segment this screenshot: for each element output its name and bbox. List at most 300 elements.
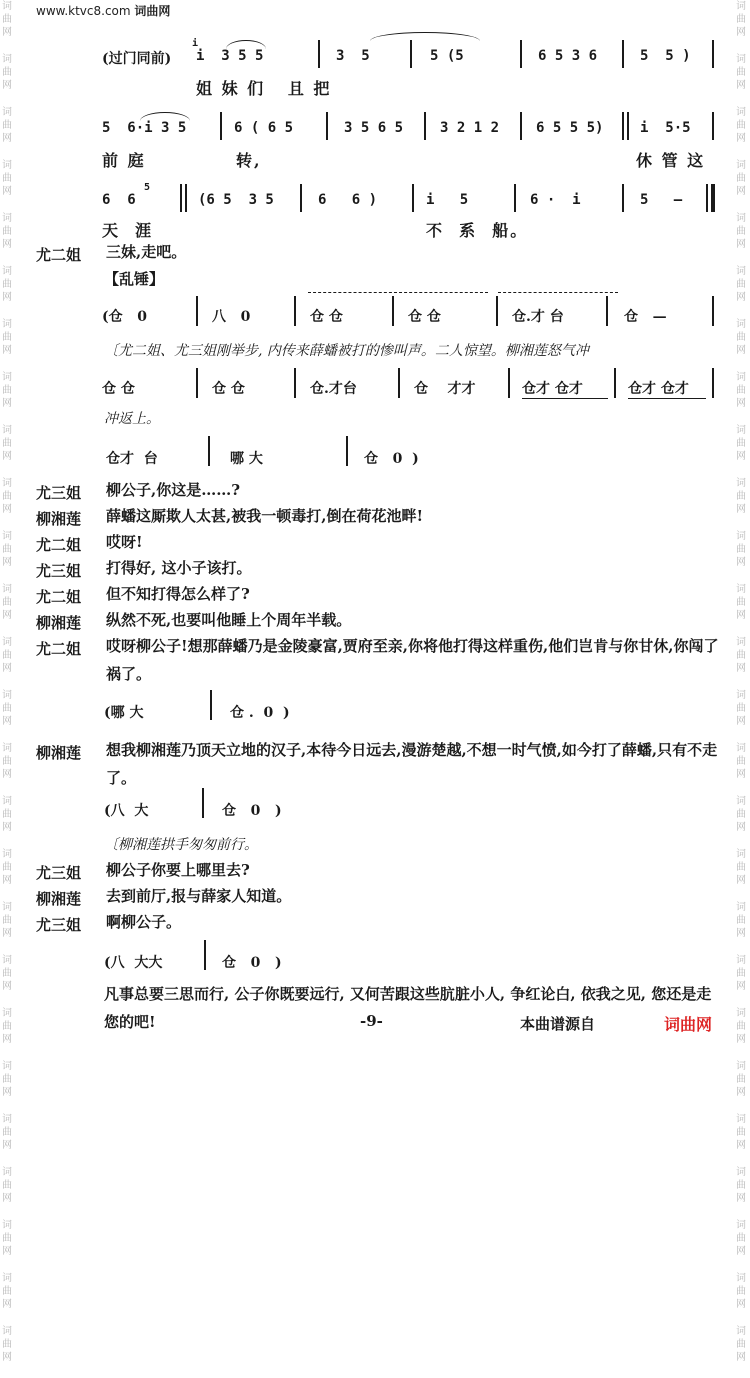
watermark-gap (736, 1152, 748, 1166)
watermark-char: 网 (736, 1034, 746, 1045)
watermark-char: 词 (2, 107, 12, 118)
barline (196, 368, 198, 398)
slur (140, 112, 190, 121)
watermark-char: 词 (736, 1167, 746, 1178)
perc2-measure-1: 仓 仓 (102, 381, 135, 397)
watermark-char: 网 (2, 345, 12, 356)
watermark-char: 词 (2, 160, 12, 171)
barline (622, 184, 624, 212)
watermark-gap (736, 357, 748, 371)
score2-measure-5: 6 5 5 5) (536, 120, 604, 136)
score2-measure-6: i 5·5 (640, 120, 691, 136)
score2-measure-1: 5 6·i 3 5 (102, 120, 187, 136)
perc5-measure-2: 仓 0 ) (222, 803, 282, 819)
speech: 但不知打得怎么样了? (106, 585, 250, 603)
site-url: www.ktvc8.com (36, 4, 131, 18)
perc6-measure-2: 仓 0 ) (222, 955, 282, 971)
barline (220, 112, 222, 140)
watermark-char: 词 (736, 266, 746, 277)
watermark-char: 词 (2, 902, 12, 913)
watermark-char: 曲 (2, 968, 12, 979)
watermark-char: 曲 (736, 67, 746, 78)
watermark-left (2, 0, 14, 1378)
watermark-char: 曲 (736, 1233, 746, 1244)
barline (424, 112, 426, 140)
watermark-gap (2, 993, 14, 1007)
watermark-char: 词 (736, 1326, 746, 1337)
watermark-gap (2, 39, 14, 53)
watermark-char: 词 (2, 319, 12, 330)
speaker: 尤三姐 (36, 562, 82, 580)
watermark-char: 词 (2, 637, 12, 648)
watermark-char: 曲 (2, 703, 12, 714)
watermark-char: 网 (736, 875, 746, 886)
watermark-char: 词 (736, 690, 746, 701)
watermark-gap (2, 940, 14, 954)
perc3-measure-1: 仓才 台 (106, 451, 158, 467)
speaker: 柳湘莲 (36, 890, 82, 908)
watermark-char: 词 (736, 319, 746, 330)
watermark-char: 网 (2, 239, 12, 250)
watermark-char: 网 (736, 133, 746, 144)
watermark-char: 词 (736, 849, 746, 860)
barline (318, 40, 320, 68)
barline (514, 184, 516, 212)
watermark-char: 词 (2, 1167, 12, 1178)
watermark-char: 网 (736, 822, 746, 833)
speaker: 柳湘莲 (36, 614, 82, 632)
speech: 哎呀! (106, 533, 143, 551)
watermark-char: 曲 (2, 120, 12, 131)
watermark-gap (736, 516, 748, 530)
barline (712, 296, 714, 326)
watermark-char: 网 (736, 610, 746, 621)
speaker: 尤二姐 (36, 536, 82, 554)
watermark-char: 网 (2, 1193, 12, 1204)
watermark-char: 词 (736, 584, 746, 595)
watermark-char: 词 (736, 160, 746, 171)
watermark-gap (736, 463, 748, 477)
watermark-char: 网 (2, 1352, 12, 1363)
watermark-gap (2, 145, 14, 159)
watermark-char: 词 (736, 1008, 746, 1019)
speaker: 尤三姐 (36, 916, 82, 934)
watermark-char: 词 (2, 1008, 12, 1019)
watermark-char: 网 (736, 1246, 746, 1257)
watermark-char: 网 (2, 557, 12, 568)
speaker: 柳湘莲 (36, 510, 82, 528)
score2-measure-3: 3 5 6 5 (344, 120, 404, 136)
watermark-char: 网 (736, 981, 746, 992)
barline (196, 296, 198, 326)
watermark-char: 词 (2, 743, 12, 754)
watermark-gap (2, 1099, 14, 1113)
watermark-char: 曲 (2, 332, 12, 343)
final-barline (711, 184, 715, 212)
barline (210, 690, 212, 720)
watermark-right (736, 0, 748, 1378)
dash-line (308, 292, 488, 293)
watermark-gap (2, 728, 14, 742)
watermark-char: 曲 (2, 1233, 12, 1244)
watermark-char: 曲 (736, 120, 746, 131)
watermark-char: 曲 (2, 226, 12, 237)
slur (370, 32, 480, 41)
watermark-char: 词 (2, 584, 12, 595)
watermark-char: 网 (736, 1193, 746, 1204)
watermark-gap (736, 569, 748, 583)
watermark-char: 网 (2, 1140, 12, 1151)
barline (202, 788, 204, 818)
watermark-char: 网 (2, 451, 12, 462)
watermark-char: 网 (2, 1246, 12, 1257)
watermark-char: 词 (736, 425, 746, 436)
speech: 打得好, 这小子该打。 (106, 559, 252, 577)
watermark-char: 曲 (2, 1286, 12, 1297)
site-header (36, 2, 170, 19)
site-brand: 词曲网 (134, 4, 171, 18)
watermark-char: 网 (736, 1140, 746, 1151)
speech: 纵然不死,也要叫他睡上个周年半载。 (106, 611, 352, 629)
watermark-char: 网 (2, 504, 12, 515)
watermark-char: 词 (2, 690, 12, 701)
watermark-gap (2, 887, 14, 901)
score3-lyric-a: 天 涯 (102, 221, 154, 240)
watermark-gap (2, 622, 14, 636)
watermark-gap (2, 1311, 14, 1325)
watermark-char: 词 (2, 372, 12, 383)
barline (706, 184, 708, 212)
watermark-char: 网 (736, 769, 746, 780)
watermark-gap (736, 622, 748, 636)
watermark-char: 曲 (736, 1339, 746, 1350)
barline (712, 368, 714, 398)
watermark-gap (736, 1311, 748, 1325)
watermark-char: 词 (2, 213, 12, 224)
watermark-char: 网 (2, 186, 12, 197)
perc5-measure-1: (八 大 (104, 803, 149, 819)
speech: 三妹,走吧。 (106, 243, 187, 261)
score3-lyric-b: 不 系 船。 (426, 221, 529, 240)
watermark-gap (736, 781, 748, 795)
watermark-char: 曲 (2, 915, 12, 926)
perc1-measure-5: 仓.才 台 (512, 309, 564, 325)
watermark-char: 曲 (736, 14, 746, 25)
barline (180, 184, 182, 212)
watermark-gap (2, 1258, 14, 1272)
barline (606, 296, 608, 326)
perc2-measure-4: 仓 才才 (414, 381, 476, 397)
watermark-gap (2, 1152, 14, 1166)
stage-direction: 〔尤二姐、尤三姐刚举步, 内传来薛蟠被打的惨叫声。二人惊望。柳湘莲怒气冲 (104, 343, 589, 359)
barline (204, 940, 206, 970)
watermark-char: 词 (2, 478, 12, 489)
barline (412, 184, 414, 212)
watermark-char: 网 (2, 716, 12, 727)
watermark-char: 词 (2, 1, 12, 12)
barline (346, 436, 348, 466)
watermark-char: 网 (736, 345, 746, 356)
speech: 柳公子你要上哪里去? (106, 861, 250, 879)
score1-grace: i (192, 38, 199, 49)
speaker: 尤三姐 (36, 484, 82, 502)
score3-measure-2: (6 5 3 5 (198, 192, 274, 208)
barline (508, 368, 510, 398)
watermark-char: 曲 (736, 438, 746, 449)
watermark-char: 曲 (736, 1127, 746, 1138)
watermark-gap (2, 1205, 14, 1219)
watermark-gap (2, 410, 14, 424)
watermark-char: 网 (2, 610, 12, 621)
speech: 啊柳公子。 (106, 913, 182, 931)
watermark-char: 词 (2, 266, 12, 277)
perc4-measure-1: (哪 大 (104, 705, 144, 721)
watermark-char: 网 (736, 239, 746, 250)
watermark-char: 曲 (736, 226, 746, 237)
watermark-gap (2, 92, 14, 106)
watermark-char: 曲 (2, 385, 12, 396)
watermark-gap (736, 993, 748, 1007)
watermark-gap (736, 940, 748, 954)
watermark-char: 词 (736, 955, 746, 966)
watermark-char: 词 (736, 796, 746, 807)
barline (185, 184, 187, 212)
watermark-char: 网 (2, 822, 12, 833)
score3-grace: 5 (144, 182, 151, 193)
watermark-gap (736, 304, 748, 318)
watermark-char: 曲 (736, 968, 746, 979)
watermark-char: 网 (736, 1352, 746, 1363)
speech: 哎呀柳公子!想那薛蟠乃是金陵豪富,贾府至亲,你将他打得这样重伤,他们岂肯与你甘休,你闯了祸了。 (106, 637, 719, 683)
watermark-char: 曲 (736, 385, 746, 396)
underline (628, 398, 706, 399)
watermark-gap (2, 304, 14, 318)
watermark-char: 曲 (2, 862, 12, 873)
watermark-gap (2, 198, 14, 212)
score1-measure-2: 3 5 (336, 48, 370, 64)
watermark-gap (736, 198, 748, 212)
score2-lyric-a: 前 庭 (102, 151, 146, 170)
watermark-char: 曲 (2, 438, 12, 449)
watermark-gap (736, 39, 748, 53)
watermark-char: 词 (2, 425, 12, 436)
watermark-gap (2, 834, 14, 848)
watermark-gap (736, 251, 748, 265)
barline (294, 368, 296, 398)
watermark-char: 曲 (736, 915, 746, 926)
watermark-char: 网 (736, 1087, 746, 1098)
watermark-char: 曲 (2, 756, 12, 767)
watermark-char: 词 (736, 1220, 746, 1231)
watermark-char: 曲 (2, 809, 12, 820)
watermark-char: 词 (2, 1326, 12, 1337)
watermark-char: 词 (736, 213, 746, 224)
score3-measure-3: 6 6 ) (318, 192, 378, 208)
watermark-gap (2, 1046, 14, 1060)
speech: 去到前厅,报与薛家人知道。 (106, 887, 292, 905)
score3-measure-4: i 5 (426, 192, 469, 208)
barline (622, 112, 624, 140)
watermark-char: 词 (736, 1061, 746, 1072)
barline (398, 368, 400, 398)
score2-measure-4: 3 2 1 2 (440, 120, 500, 136)
watermark-gap (736, 1046, 748, 1060)
watermark-char: 曲 (2, 597, 12, 608)
watermark-gap (736, 675, 748, 689)
watermark-char: 曲 (736, 1021, 746, 1032)
watermark-char: 网 (2, 1087, 12, 1098)
barline (294, 296, 296, 326)
barline (496, 296, 498, 326)
watermark-char: 词 (2, 1061, 12, 1072)
final-speech: 凡事总要三思而行, 公子你既要远行, 又何苦跟这些肮脏小人, 争红论白, 依我之见, 您还是走您的吧! (104, 985, 712, 1031)
watermark-char: 网 (2, 769, 12, 780)
score2-measure-2: 6 ( 6 5 (234, 120, 294, 136)
barline (627, 112, 629, 140)
dash-line (498, 292, 618, 293)
perc4-measure-2: 仓 . 0 ) (230, 705, 290, 721)
score2-lyric-b: 转, (236, 151, 262, 170)
watermark-char: 曲 (736, 332, 746, 343)
source-text: 本曲谱源自 (520, 1015, 596, 1033)
barline (208, 436, 210, 466)
score1-measure-3: 5 (5 (430, 48, 464, 64)
perc1-measure-2: 八 0 (212, 309, 251, 325)
perc1-measure-3: 仓 仓 (310, 309, 343, 325)
watermark-char: 网 (736, 1299, 746, 1310)
watermark-char: 网 (2, 398, 12, 409)
watermark-char: 曲 (736, 650, 746, 661)
speaker: 尤二姐 (36, 588, 82, 606)
speech: 柳公子,你这是……? (106, 481, 241, 499)
score1-measure-4: 6 5 3 6 (538, 48, 598, 64)
site-logo: 词曲网 (664, 1015, 713, 1034)
watermark-gap (2, 516, 14, 530)
stage-direction-cont: 冲返上。 (104, 411, 160, 427)
watermark-gap (736, 887, 748, 901)
watermark-char: 网 (2, 133, 12, 144)
watermark-char: 曲 (736, 1074, 746, 1085)
watermark-char: 词 (736, 372, 746, 383)
watermark-char: 曲 (736, 703, 746, 714)
watermark-char: 曲 (736, 1286, 746, 1297)
watermark-char: 词 (736, 1273, 746, 1284)
watermark-char: 词 (2, 849, 12, 860)
watermark-char: 词 (736, 1, 746, 12)
luanchui-label: 【乱锤】 (104, 270, 165, 288)
watermark-gap (736, 410, 748, 424)
slur (226, 40, 266, 49)
barline (712, 112, 714, 140)
watermark-char: 曲 (2, 1021, 12, 1032)
watermark-gap (736, 1364, 748, 1378)
speaker: 尤三姐 (36, 864, 82, 882)
perc3-measure-2: 哪 大 (230, 451, 263, 467)
barline (614, 368, 616, 398)
watermark-char: 曲 (2, 14, 12, 25)
watermark-char: 曲 (2, 1339, 12, 1350)
watermark-char: 网 (736, 80, 746, 91)
watermark-char: 网 (736, 27, 746, 38)
watermark-gap (736, 1099, 748, 1113)
score3-measure-6: 5 — (640, 192, 683, 208)
watermark-char: 网 (2, 1034, 12, 1045)
barline (410, 40, 412, 68)
score3-measure-5: 6 · i (530, 192, 581, 208)
watermark-gap (736, 834, 748, 848)
barline (712, 40, 714, 68)
watermark-gap (2, 251, 14, 265)
barline (520, 112, 522, 140)
watermark-gap (2, 781, 14, 795)
watermark-char: 词 (736, 902, 746, 913)
barline (520, 40, 522, 68)
watermark-char: 词 (736, 743, 746, 754)
watermark-gap (736, 145, 748, 159)
watermark-char: 曲 (736, 809, 746, 820)
watermark-char: 网 (2, 928, 12, 939)
perc2-measure-6: 仓才 仓才 (628, 381, 689, 397)
watermark-char: 曲 (736, 1180, 746, 1191)
watermark-char: 词 (736, 54, 746, 65)
perc1-measure-1: (仓 0 (102, 309, 147, 325)
watermark-char: 曲 (2, 1127, 12, 1138)
watermark-char: 网 (2, 292, 12, 303)
watermark-char: 曲 (2, 650, 12, 661)
watermark-char: 网 (736, 186, 746, 197)
watermark-char: 网 (2, 875, 12, 886)
watermark-char: 网 (736, 928, 746, 939)
watermark-char: 曲 (736, 597, 746, 608)
watermark-char: 曲 (2, 1180, 12, 1191)
watermark-char: 词 (2, 531, 12, 542)
watermark-char: 网 (2, 27, 12, 38)
speaker: 柳湘莲 (36, 744, 82, 762)
score1-measure-1: i 3 5 5 (196, 48, 264, 64)
barline (326, 112, 328, 140)
score1-measure-5: 5 5 ) (640, 48, 691, 64)
perc1-measure-6: 仓 — (624, 309, 667, 325)
perc3-measure-3: 仓 0 ) (364, 451, 419, 467)
score3-measure-1: 6 6 (102, 192, 136, 208)
watermark-char: 网 (736, 504, 746, 515)
watermark-gap (2, 357, 14, 371)
watermark-gap (2, 569, 14, 583)
perc1-measure-4: 仓 仓 (408, 309, 441, 325)
watermark-char: 曲 (2, 67, 12, 78)
watermark-gap (736, 92, 748, 106)
watermark-char: 曲 (2, 544, 12, 555)
watermark-char: 曲 (736, 862, 746, 873)
watermark-char: 词 (736, 531, 746, 542)
watermark-char: 词 (2, 796, 12, 807)
watermark-char: 网 (2, 1299, 12, 1310)
watermark-gap (2, 675, 14, 689)
watermark-char: 词 (2, 1114, 12, 1125)
watermark-char: 曲 (2, 173, 12, 184)
perc2-measure-2: 仓 仓 (212, 381, 245, 397)
watermark-char: 曲 (2, 491, 12, 502)
perc6-measure-1: (八 大大 (104, 955, 163, 971)
watermark-char: 网 (736, 716, 746, 727)
watermark-char: 网 (2, 663, 12, 674)
watermark-char: 曲 (736, 756, 746, 767)
watermark-gap (2, 1364, 14, 1378)
watermark-gap (736, 728, 748, 742)
watermark-char: 曲 (736, 279, 746, 290)
speech: 想我柳湘莲乃顶天立地的汉子,本待今日远去,漫游楚越,不想一时气愤,如今打了薛蟠,只有不走了。 (106, 741, 718, 787)
watermark-char: 词 (736, 478, 746, 489)
